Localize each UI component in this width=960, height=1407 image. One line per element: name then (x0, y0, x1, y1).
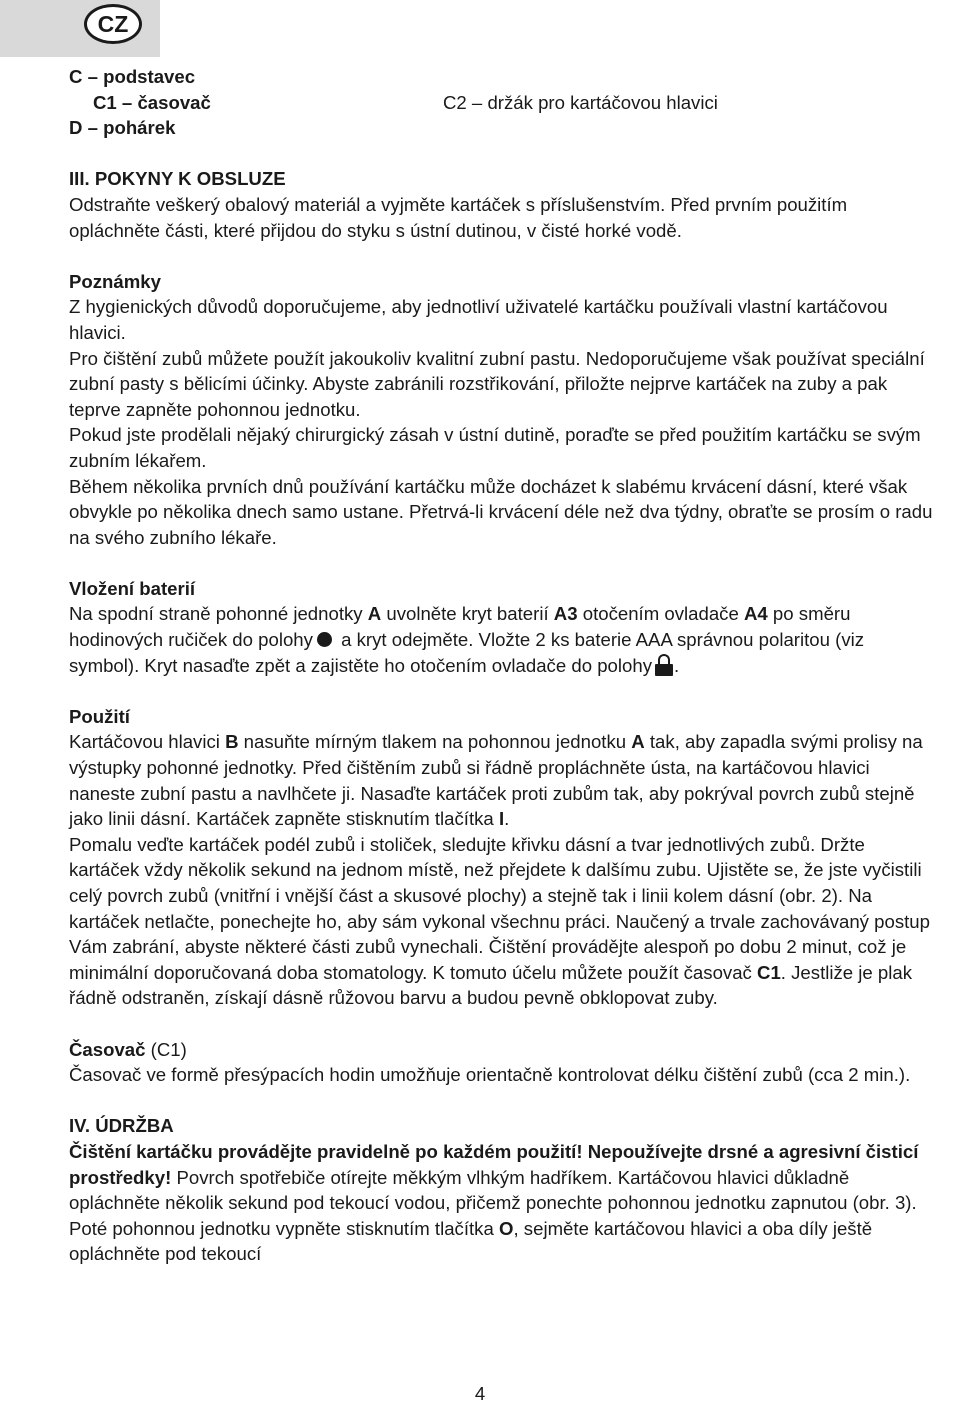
batteries-title: Vložení baterií (69, 577, 196, 599)
notes-title: Poznámky (69, 270, 161, 292)
notes-paragraph-2: Pro čištění zubů můžete použít jakoukoliv kvalitní zubní pastu. Nedoporučujeme však používat speciální zubní pasty s bělicími účinky. Abyste zabránili rozstřikování, přiložte nejprve kartáček na zuby a pak teprve zapněte pohonnou jednotku. (69, 347, 925, 420)
timer-title: Časovač (C1) (69, 1038, 187, 1060)
part-c: C – podstavec (69, 66, 196, 87)
operation-intro: Odstraňte veškerý obalový materiál a vyjměte kartáček s příslušenstvím. Před prvním použitím opláchněte části, které přijdou do styku s ústní dutinou, v čisté horké vodě. (69, 193, 848, 241)
usage-paragraph-1: Kartáčovou hlavici B nasuňte mírným tlakem na pohonnou jednotku A tak, aby zapadla svými prolisy na výstupky pohonné jednotky. Před čištěním zubů si řádně propláchněte ústa, na kartáčovou hlavici naneste zubní pastu a navlhčete ji. Nasaďte kartáček proti zubům tak, aby pokrýval povrch zubů stejně jako linii dásní. Kartáček zapněte stisknutím tlačítka I. (69, 731, 923, 830)
language-tab (0, 0, 160, 57)
page-number: 4 (474, 1383, 486, 1404)
batteries-paragraph: Na spodní straně pohonné jednotky A uvolněte kryt baterií A3 otočením ovladače A4 po směru hodinových ručiček do polohy a kryt odejměte. Vložte 2 ks baterie AAA správnou polaritou (viz symbol). Kryt nasaďte zpět a zajistěte ho otočením ovladače do polohy . (69, 603, 865, 676)
section-title-operation: III. POKYNY K OBSLUZE (69, 168, 286, 190)
lock-icon (655, 654, 673, 676)
part-c1: C1 – časovač (93, 91, 211, 113)
timer-paragraph: Časovač ve formě přesýpacích hodin umožňuje orientačně kontrolovat délku čištění zubů (cca 2 min.). (69, 1064, 911, 1086)
maintenance-paragraph: Čištění kartáčku provádějte pravidelně po každém použití! Nepoužívejte drsné a agresivní čisticí prostředky! Povrch spotřebiče otírejte měkkým vlhkým hadříkem. Kartáčovou hlavici důkladně opláchněte několik sekund pod tekoucí vodou, přičemž ponechte pohonnou jednotku zapnutou (obr. 3). Poté pohonnou jednotku vypněte stisknutím tlačítka O, sejměte kartáčovou hlavici a oba díly ještě opláchněte pod tekoucí (69, 1140, 919, 1265)
section-title-maintenance: IV. ÚDRŽBA (69, 1115, 174, 1137)
manual-content (69, 64, 937, 1267)
notes-paragraph-4: Během několika prvních dnů používání kartáčku může docházet k slabému krvácení dásní, které však obvykle po několika dnech samo ustane. Přetrvá-li krvácení déle než dva týdny, obraťte se prosím o radu na svého zubního lékaře. (69, 475, 933, 548)
usage-paragraph-2: Pomalu veďte kartáček podél zubů i stoliček, sledujte křivku dásní a tvar jednotlivých zubů. Držte kartáček vždy několik sekund na jednom místě, než přejdete k dalšímu zubu. Ujistěte se, že jste vyčistili celý povrch zubů (vnitřní i vnější část a skusové plochy) a stejně tak i linii kolem dásní (obr. 2). Na kartáček netlačte, ponechejte ho, aby sám vykonal všechnu práci. Naučený a trvale zachovávaný postup Vám zabrání, abyste některé části zubů vynechali. Čištění provádějte alespoň po dobu 2 minut, což je minimální doporučovaná doba stomatology. K tomuto účelu můžete použít časovač C1. Jestliže je plak řádně odstraněn, získají dásně růžovou barvu a budou pevně obklopovat zuby. (69, 833, 930, 1009)
part-d: D – pohárek (69, 117, 176, 139)
language-badge: CZ (84, 4, 142, 44)
notes-paragraph-3: Pokud jste prodělali nějaký chirurgický zásah v ústní dutině, poraďte se před použitím kartáčku se svým zubním lékařem. (69, 424, 921, 471)
part-c2: C2 – držák pro kartáčovou hlavici (443, 91, 718, 113)
usage-title: Použití (69, 705, 130, 727)
notes-paragraph-1: Z hygienických důvodů doporučujeme, aby jednotliví uživatelé kartáčku používali vlastní kartáčovou hlavici. (69, 296, 888, 343)
parts-list (69, 64, 937, 141)
unlock-position-dot-icon (317, 632, 332, 647)
